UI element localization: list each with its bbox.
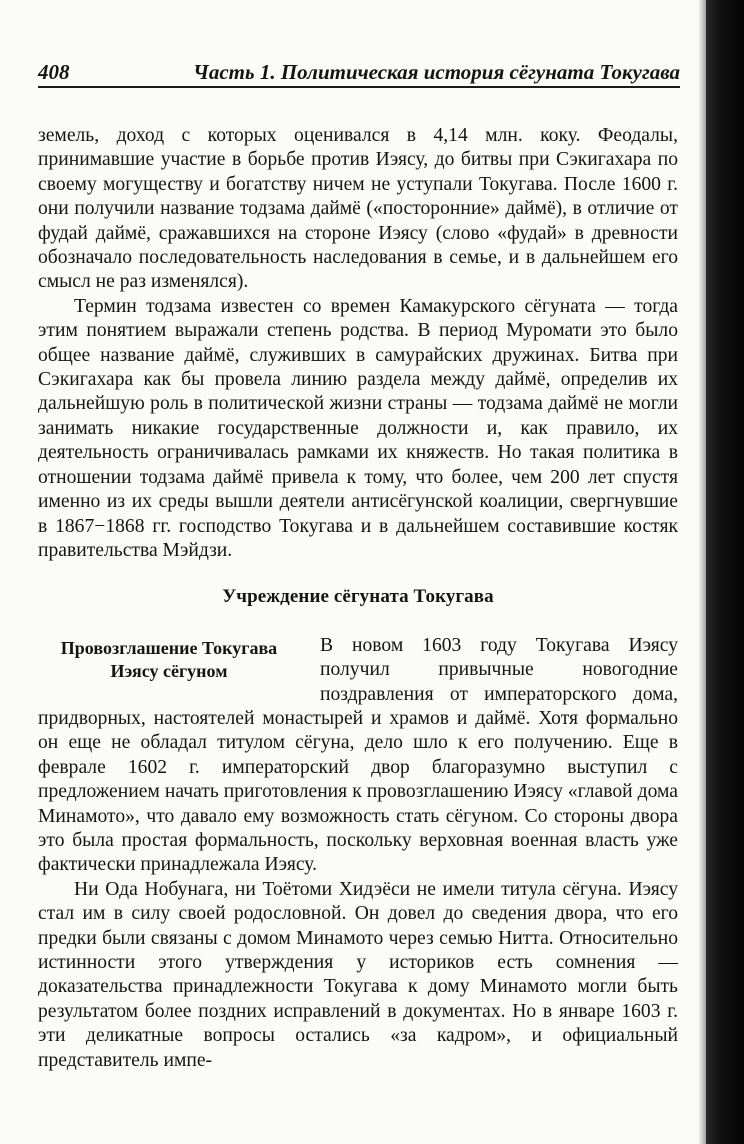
paragraph-4: Ни Ода Нобунага, ни Тоётоми Хидэёси не имели титула сёгуна. Иэясу стал им в силу своей родословной. Он довел до сведения двора, что его предки были связаны с домом Минамото через семью Нитта. Относительно истинности этого утверждения у историков есть сомнения — доказательства принадлежности Токугава к дому Минамото могли быть результатом более поздних исправлений в документах. Но в январе 1603 г. эти деликатные вопросы остались «за кадром», и официальный представитель импе- [38,878,678,1071]
paragraph-2: Термин тодзама известен со времен Камакурского сёгуната — тогда этим понятием выражали степень родства. В период Муромати это было общее название даймё, служивших в самурайских дружинах. Битва при Сэкигахара как бы провела линию раздела между даймё, определив их дальнейшую роль в политической жизни страны — тодзама даймё не могли занимать никакие государственные должности и, как правило, их деятельность ограничивалась рамками их княжеств. Но такая политика в отношении тодзама даймё привела к тому, что более, чем 200 лет спустя именно из их среды вышли деятели антисёгунской коалиции, свергнувшие в 1867−1868 гг. господство Токугава и в дальнейшем составившие костяк правительства Мэйдзи. [38,295,678,561]
paragraph-3: В новом 1603 году Токугава Иэясу получил привычные новогодние поздравления от императорского дома, придворных, настоятелей монастырей и храмов и даймё. Хотя формально он еще не обладал титулом сёгуна, дело шло к его получению. Еще в феврале 1602 г. императорский двор благоразумно выступил с предложением начать приготовления к провозглашению Иэясу «главой дома Минамото», что давало ему возможность стать сёгуном. Со стороны двора это была простая формальность, поскольку верховная военная власть уже фактически принадлежала Иэясу. [38,634,678,876]
subsection-block [38,634,678,878]
side-heading: Провозглашение Токугава Иэясу сёгуном [60,637,278,681]
scan-shadow [698,0,706,1144]
scan-edge-black [706,0,744,1144]
page-number: 408 [38,60,70,84]
section-heading: Учреждение сёгуната Токугава [222,586,494,608]
page-header [38,56,680,88]
running-title: Часть 1. Политическая история сёгуната Токугава [193,60,680,84]
paragraph-1: земель, доход с которых оценивался в 4,14 млн. коку. Феодалы, принимавшие участие в борьбе против Иэясу, до битвы при Сэкигахара по своему могуществу и богатству ничем не уступали Токугава. После 1600 г. они получили название тодзама даймё («посторонние» даймё), в отличие от фудай даймё, сражавшихся на стороне Иэясу (слово «фудай» в древности обозначало последовательность наследования в семье, и в дальнейшем его смысл не раз изменялся). [38,125,678,293]
body-text [38,124,678,1073]
